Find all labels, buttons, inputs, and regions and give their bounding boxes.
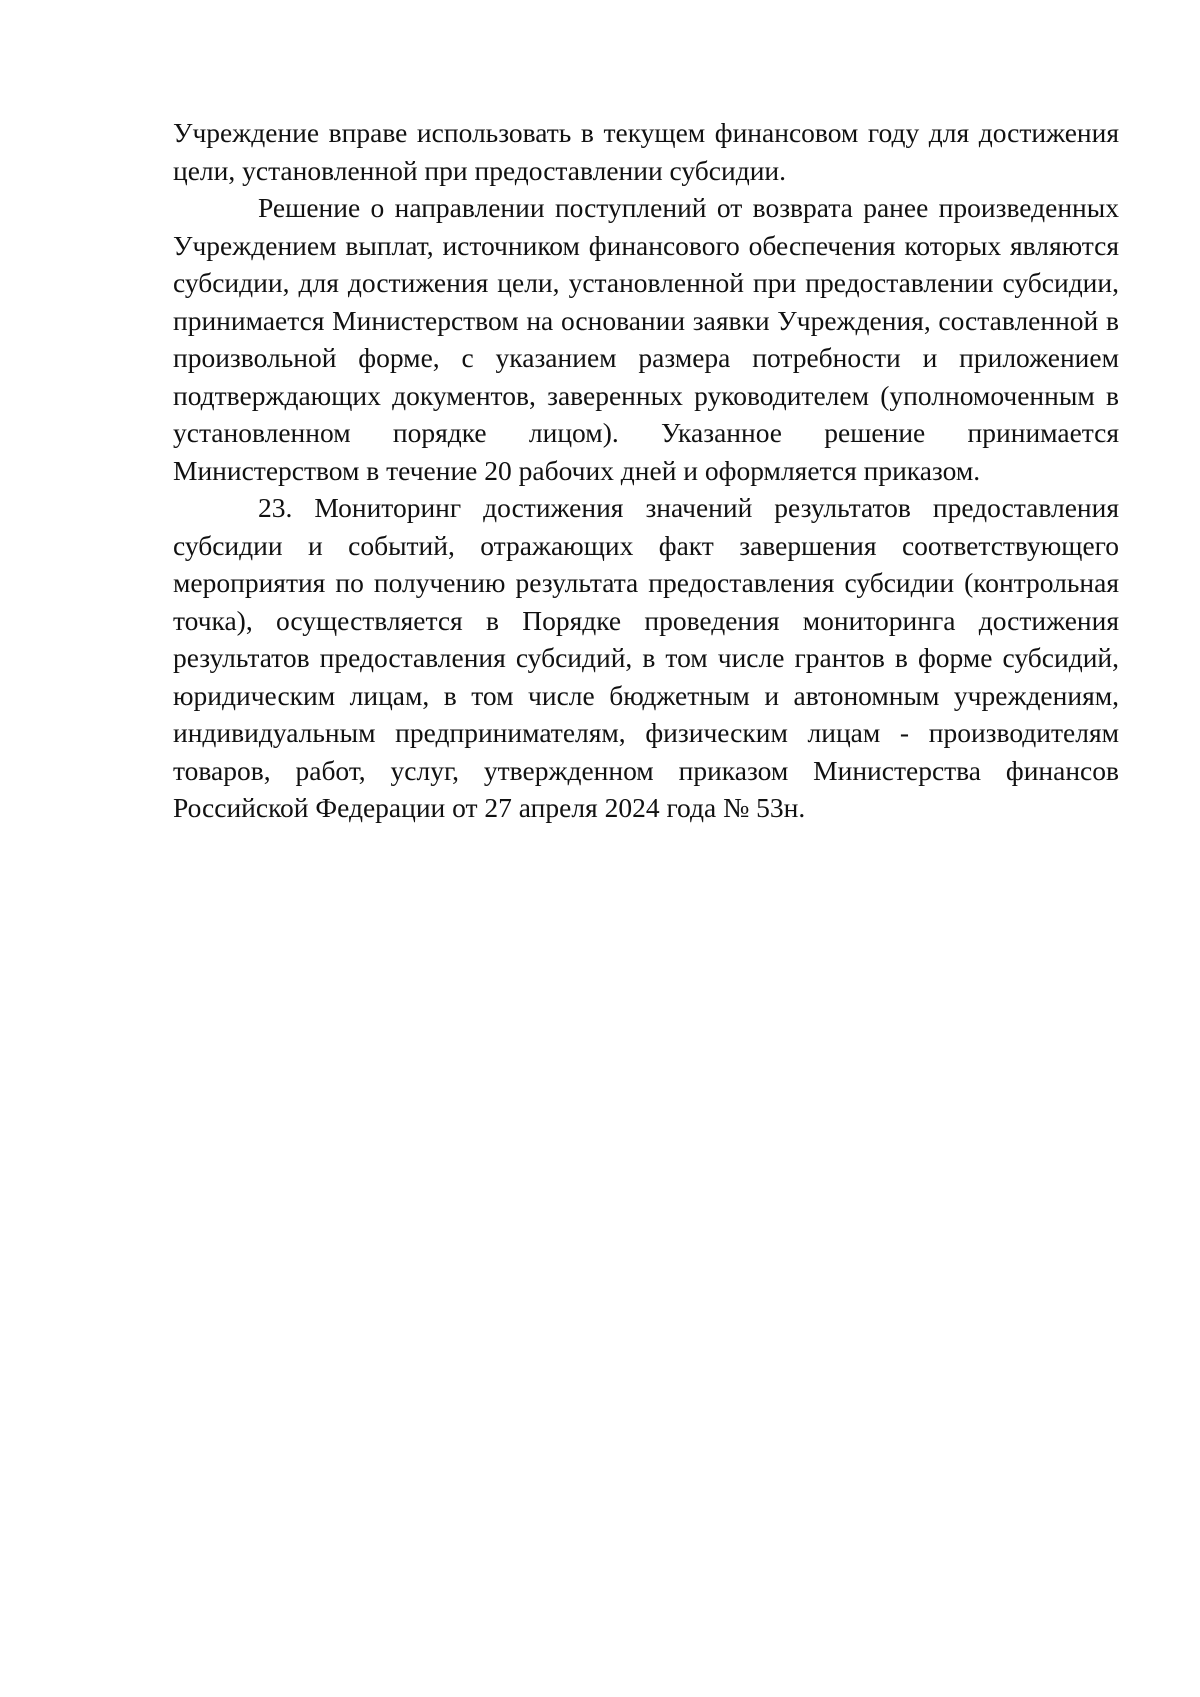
paragraph-item-23: 23. Мониторинг достижения значений результатов предоставления субсидии и событий, отражающих факт завершения соответствующего мероприятия по получению результата предоставления субсидии (контрольная точка), осуществляется в Порядке проведения мониторинга достижения результатов предоставления субсидий, в том числе грантов в форме субсидий, юридическим лицам, в том числе бюджетным и автономным учреждениям, индивидуальным предпринимателям, физическим лицам - производителям товаров, работ, услуг, утвержденном приказом Министерства финансов Российской Федерации от 27 апреля 2024 года № 53н.: [173, 492, 1119, 823]
paragraph-decision: Решение о направлении поступлений от возврата ранее произведенных Учреждением выплат, источником финансового обеспечения которых являются субсидии, для достижения цели, установленной при предоставлении субсидии, принимается Министерством на основании заявки Учреждения, составленной в произвольной форме, с указанием размера потребности и приложением подтверждающих документов, заверенных руководителем (уполномоченным в установленном порядке лицом). Указанное решение принимается Министерством в течение 20 рабочих дней и оформляется приказом.: [173, 192, 1119, 486]
paragraph-continuation: Учреждение вправе использовать в текущем финансовом году для достижения цели, установленной при предоставлении субсидии.: [173, 117, 1119, 186]
document-body: [173, 114, 1119, 827]
